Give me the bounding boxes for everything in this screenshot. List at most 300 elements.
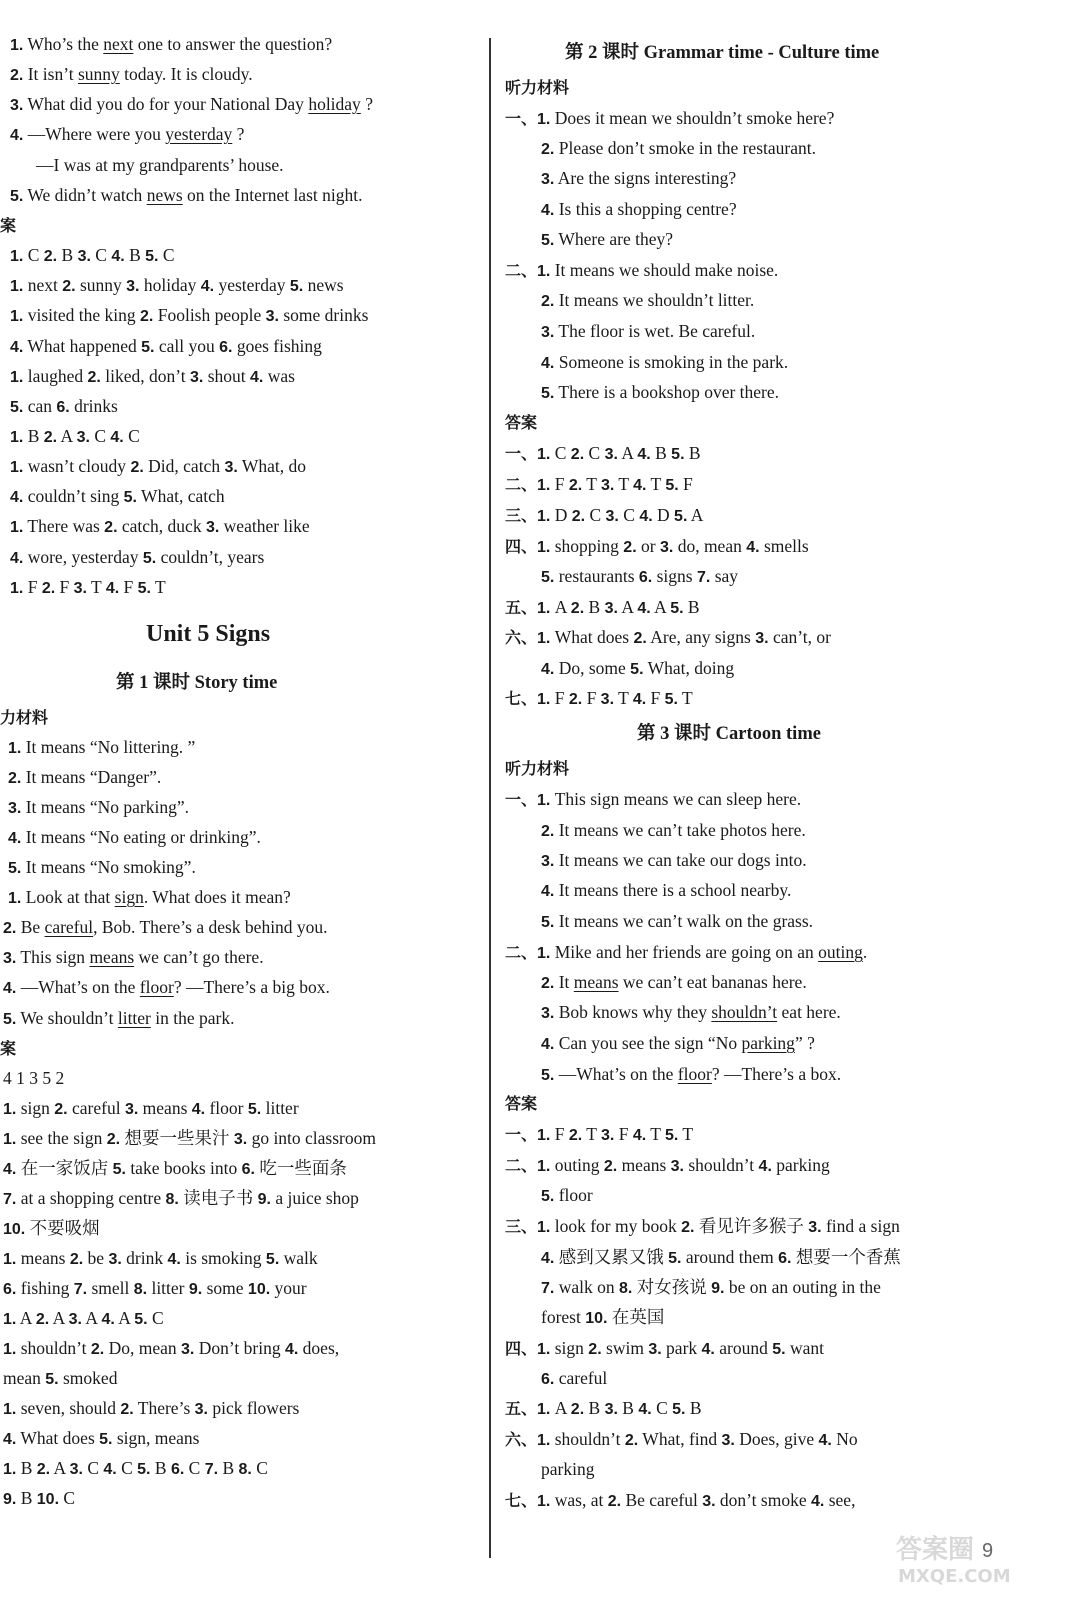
item-number: 五、1.: [505, 1401, 551, 1418]
item-number: 四、1.: [505, 539, 551, 556]
item-number: 5.: [664, 691, 678, 708]
item-number: 4.: [101, 1311, 115, 1328]
line-text: A: [16, 1308, 36, 1328]
item-number: 4.: [632, 1127, 647, 1144]
line-text: restaurants: [554, 566, 639, 586]
line-text: Did, catch: [143, 456, 225, 476]
item-number: 4.: [701, 1341, 715, 1358]
line-text: What, doing: [643, 658, 735, 678]
item-number: 5.: [123, 489, 137, 506]
item-number: 4.: [103, 1461, 117, 1478]
line-text: B: [617, 1398, 639, 1418]
text-line: [505, 939, 867, 965]
text-line: [505, 1152, 830, 1178]
line-text: park: [661, 1338, 702, 1358]
text-line: [3, 944, 264, 970]
line-text: What, find: [638, 1429, 722, 1449]
item-number: 七、1.: [505, 691, 551, 708]
line-text: look for my book: [550, 1216, 682, 1236]
item-number: 4.: [541, 661, 555, 678]
line-text: visited the king: [23, 305, 140, 325]
line-text: B: [685, 1398, 702, 1418]
text-line: [36, 152, 284, 178]
item-number: 2.: [568, 691, 583, 708]
item-number: 2.: [8, 770, 22, 787]
line-text: litter: [261, 1098, 299, 1118]
line-text: C: [550, 443, 571, 463]
line-text: It isn’t: [23, 64, 78, 84]
item-number: 4.: [639, 508, 653, 525]
line-text: F: [678, 474, 693, 494]
line-text: Mike and her friends are going on an: [550, 942, 819, 962]
item-number: 2.: [140, 308, 154, 325]
line-text: A: [617, 443, 638, 463]
line-text: floor: [677, 1064, 712, 1084]
item-number: 5.: [541, 1067, 555, 1084]
line-text: careful: [554, 1368, 608, 1388]
item-number: 三、1.: [505, 1219, 551, 1236]
item-number: 3.: [604, 1401, 618, 1418]
item-number: 六、1.: [505, 630, 551, 647]
item-number: 7.: [696, 569, 711, 586]
text-line: [10, 61, 253, 87]
line-text: means: [573, 972, 619, 992]
line-text: some: [202, 1278, 248, 1298]
item-number: 5.: [10, 188, 24, 205]
line-text: What, do: [237, 456, 307, 476]
line-text: holiday: [308, 94, 361, 114]
line-text: It means there is a school nearby.: [554, 880, 792, 900]
item-number: 2.: [624, 1432, 639, 1449]
item-number: 三、1.: [505, 508, 551, 525]
text-line: [541, 908, 813, 934]
item-number: 5.: [541, 385, 555, 402]
hd-line: [505, 410, 537, 436]
line-text: C: [89, 426, 111, 446]
item-number: 8.: [165, 1191, 179, 1208]
item-number: 2.: [43, 248, 58, 265]
watermark-text: MXQE.COM: [898, 1566, 1011, 1587]
text-line: [3, 1095, 299, 1121]
watermark-stamp-icon: [886, 1530, 1046, 1590]
text-line: [505, 1426, 858, 1452]
line-text: We didn’t watch: [23, 185, 147, 205]
item-number: 5.: [665, 477, 679, 494]
item-number: 4.: [111, 248, 125, 265]
item-number: 一、1.: [505, 446, 551, 463]
line-text: 感到又累又饿: [554, 1247, 669, 1267]
item-number: 5.: [247, 1101, 262, 1118]
text-line: [10, 31, 332, 57]
item-number: 4.: [818, 1432, 832, 1449]
text-line: [3, 1065, 64, 1091]
item-number: 3.: [77, 248, 91, 265]
item-number: 3.: [205, 519, 220, 536]
item-number: 1.: [3, 1101, 17, 1118]
line-text: T: [150, 577, 166, 597]
text-line: [505, 594, 700, 620]
item-number: 3.: [3, 950, 17, 967]
item-number: 5.: [541, 914, 555, 931]
item-number: 4.: [167, 1251, 181, 1268]
item-number: 6.: [170, 1461, 185, 1478]
line-text: do, mean: [673, 536, 747, 556]
line-text: C: [90, 245, 112, 265]
line-text: T: [678, 1124, 694, 1144]
line-text: F: [119, 577, 138, 597]
text-line: [10, 272, 344, 298]
item-number: 10.: [36, 1491, 60, 1508]
line-text: sunny: [75, 275, 127, 295]
line-text: A: [50, 1458, 70, 1478]
text-line: [3, 1485, 75, 1511]
line-text: B: [57, 245, 78, 265]
line-text: It means we can take our dogs into.: [554, 850, 807, 870]
item-number: 2.: [681, 1219, 695, 1236]
line-text: or: [636, 536, 660, 556]
line-text: floor: [205, 1098, 248, 1118]
text-line: [505, 440, 701, 466]
line-text: F: [23, 577, 42, 597]
item-number: 2.: [106, 1131, 121, 1148]
item-number: 4.: [541, 1250, 555, 1267]
text-line: [3, 1335, 339, 1361]
item-number: 10.: [585, 1310, 608, 1327]
item-number: 3.: [108, 1251, 122, 1268]
item-number: 5.: [112, 1161, 126, 1178]
item-number: 3.: [808, 1219, 822, 1236]
line-text: outing: [550, 1155, 604, 1175]
text-line: [505, 685, 693, 711]
text-line: [3, 1245, 318, 1271]
big-line: [146, 617, 270, 651]
line-text: call you: [154, 336, 220, 356]
item-number: 1.: [10, 519, 24, 536]
item-number: 3.: [541, 1005, 555, 1022]
text-line: [10, 302, 368, 328]
item-number: 5.: [289, 278, 304, 295]
line-text: liked, don’t: [100, 366, 190, 386]
item-number: 3.: [189, 369, 204, 386]
text-line: [10, 393, 118, 419]
text-line: [505, 1335, 824, 1361]
line-text: careful: [44, 917, 94, 937]
line-text: means: [138, 1098, 192, 1118]
item-number: 4.: [3, 980, 17, 997]
item-number: 10.: [3, 1221, 26, 1238]
item-number: 3.: [69, 1461, 83, 1478]
item-number: 2.: [603, 1158, 618, 1175]
item-number: 6.: [219, 339, 233, 356]
text-line: [541, 563, 738, 589]
item-number: 4.: [746, 539, 760, 556]
item-number: 3.: [541, 324, 555, 341]
line-text: C: [23, 245, 44, 265]
line-text: swim: [601, 1338, 649, 1358]
item-number: 5.: [141, 339, 155, 356]
item-number: 1.: [10, 37, 24, 54]
item-number: 2.: [120, 1401, 134, 1418]
line-text: means: [16, 1248, 70, 1268]
item-number: 5.: [541, 1188, 555, 1205]
line-text: careful: [67, 1098, 125, 1118]
line-text: —What’s on the: [16, 977, 140, 997]
item-number: 2.: [570, 600, 585, 617]
line-text: floor: [139, 977, 174, 997]
item-number: 1.: [10, 308, 24, 325]
text-line: [8, 884, 291, 910]
line-text: smoked: [58, 1368, 118, 1388]
line-text: . What does it mean?: [143, 887, 291, 907]
item-number: 5.: [134, 1311, 148, 1328]
item-number: 5.: [541, 569, 555, 586]
line-text: 答案: [505, 1094, 538, 1113]
item-number: 二、1.: [505, 1158, 551, 1175]
line-text: means: [89, 947, 135, 967]
line-text: sign: [114, 887, 144, 907]
item-number: 四、1.: [505, 1341, 551, 1358]
line-text: litter: [147, 1278, 189, 1298]
line-text: sign, means: [112, 1428, 200, 1448]
item-number: 5.: [674, 508, 688, 525]
text-line: [541, 196, 737, 222]
item-number: 4.: [3, 1431, 17, 1448]
item-number: 1.: [3, 1251, 17, 1268]
text-line: [8, 734, 195, 760]
line-text: holiday: [139, 275, 201, 295]
line-text: Bob knows why they: [554, 1002, 712, 1022]
line-text: There is a bookshop over there.: [554, 382, 780, 402]
item-number: 3.: [233, 1131, 248, 1148]
line-text: 吃一些面条: [254, 1158, 347, 1178]
text-line: [3, 1005, 234, 1031]
item-number: 5.: [671, 446, 685, 463]
line-text: some drinks: [278, 305, 369, 325]
line-text: smell: [87, 1278, 134, 1298]
item-number: 4.: [110, 429, 124, 446]
text-line: [541, 1182, 593, 1208]
line-text: It means “No smoking”.: [21, 857, 196, 877]
text-line: [3, 1125, 376, 1151]
text-line: [8, 824, 261, 850]
item-number: 5.: [630, 661, 644, 678]
line-text: 第 2 课时 Grammar time - Culture time: [565, 43, 880, 63]
line-text: 听力材料: [505, 78, 570, 97]
line-text: was: [263, 366, 295, 386]
line-text: C: [123, 426, 140, 446]
item-number: 1.: [3, 1131, 17, 1148]
item-number: 5.: [670, 600, 684, 617]
text-line: [3, 1365, 117, 1391]
item-number: 5.: [668, 1250, 682, 1267]
line-text: C: [618, 505, 640, 525]
line-text: 想要一个香蕉: [791, 1247, 901, 1267]
text-line: [10, 333, 322, 359]
line-text: T: [646, 1124, 665, 1144]
line-text: can: [23, 396, 57, 416]
text-line: [541, 1274, 881, 1300]
text-line: [3, 1155, 347, 1181]
line-text: goes fishing: [232, 336, 322, 356]
line-text: B: [218, 1458, 239, 1478]
line-text: outing: [818, 942, 863, 962]
line-text: a juice shop: [270, 1188, 359, 1208]
item-number: 4.: [10, 489, 24, 506]
item-number: 1.: [8, 890, 22, 907]
line-text: shouldn’t: [711, 1002, 778, 1022]
item-number: 2.: [633, 630, 647, 647]
item-number: 3.: [648, 1341, 662, 1358]
line-text: wore, yesterday: [23, 547, 143, 567]
line-text: litter: [117, 1008, 151, 1028]
item-number: 4.: [3, 1161, 17, 1178]
text-line: [541, 379, 779, 405]
item-number: 3.: [8, 800, 22, 817]
item-number: 4.: [200, 278, 215, 295]
line-text: What did you do for your National Day: [23, 94, 309, 114]
item-number: 10.: [247, 1281, 271, 1298]
line-text: What happened: [23, 336, 142, 356]
item-number: 6.: [778, 1250, 792, 1267]
item-number: 2.: [623, 539, 637, 556]
line-text: F: [582, 688, 601, 708]
line-text: parking: [771, 1155, 830, 1175]
line-text: couldn’t sing: [23, 486, 124, 506]
text-line: [541, 318, 755, 344]
text-line: [541, 655, 734, 681]
line-text: around them: [681, 1247, 779, 1267]
line-text: walk: [279, 1248, 318, 1268]
line-text: 在英国: [607, 1307, 665, 1327]
line-text: T: [87, 577, 106, 597]
line-text: It means we shouldn’t litter.: [554, 290, 755, 310]
line-text: Does it mean we shouldn’t smoke here?: [550, 108, 835, 128]
line-text: ? —There’s a box.: [711, 1064, 842, 1084]
text-line: [541, 165, 736, 191]
line-text: Be careful: [621, 1490, 703, 1510]
item-number: 3.: [541, 171, 555, 188]
item-number: 3.: [604, 446, 618, 463]
line-text: There was: [23, 516, 105, 536]
item-number: 3.: [68, 1311, 82, 1328]
line-text: This sign means we can sleep here.: [550, 789, 802, 809]
line-text: Where are they?: [554, 229, 674, 249]
item-number: 4.: [633, 477, 647, 494]
line-text: Please don’t smoke in the restaurant.: [554, 138, 816, 158]
line-text: next: [103, 34, 134, 54]
line-text: ? —There’s a big box.: [173, 977, 330, 997]
hd-line: [0, 705, 48, 731]
text-line: [541, 817, 806, 843]
line-text: Don’t bring: [194, 1338, 285, 1358]
item-number: 2.: [36, 1461, 51, 1478]
item-number: 7.: [3, 1191, 17, 1208]
line-text: .: [862, 942, 868, 962]
item-number: 3.: [265, 308, 279, 325]
line-text: What does: [16, 1428, 100, 1448]
line-text: F: [550, 1124, 569, 1144]
text-line: [10, 363, 295, 389]
item-number: 5.: [541, 232, 555, 249]
item-number: 5.: [664, 1127, 679, 1144]
watermark-logo: [886, 1530, 1046, 1590]
item-number: 1.: [10, 248, 24, 265]
line-text: seven, should: [16, 1398, 121, 1418]
item-number: 4.: [638, 1401, 652, 1418]
line-text: in the park.: [150, 1008, 235, 1028]
item-number: 1.: [10, 580, 24, 597]
line-text: news: [303, 275, 344, 295]
line-text: 在一家饭店: [16, 1158, 113, 1178]
line-text: ?: [232, 124, 245, 144]
line-text: can’t, or: [768, 627, 831, 647]
line-text: Someone is smoking in the park.: [554, 352, 789, 372]
item-number: 2.: [588, 1341, 602, 1358]
item-number: 2.: [541, 141, 555, 158]
line-text: couldn’t, years: [156, 547, 265, 567]
text-line: [3, 1305, 164, 1331]
line-text: shout: [203, 366, 250, 386]
line-text: 不要吸烟: [25, 1218, 100, 1238]
item-number: 1.: [10, 278, 24, 295]
item-number: 5.: [3, 1011, 17, 1028]
line-text: Do, some: [554, 658, 631, 678]
item-number: 8.: [619, 1280, 633, 1297]
line-text: B: [683, 597, 700, 617]
line-text: 第 1 课时 Story time: [116, 673, 278, 693]
text-line: [8, 764, 161, 790]
text-line: [505, 1487, 855, 1513]
text-line: [505, 1395, 702, 1421]
line-text: It means “No littering. ”: [21, 737, 196, 757]
line-text: T: [614, 688, 633, 708]
line-text: B: [684, 443, 701, 463]
item-number: 6.: [638, 569, 653, 586]
line-text: don’t smoke: [715, 1490, 811, 1510]
text-line: [505, 471, 693, 497]
line-text: signs: [652, 566, 697, 586]
line-text: go into classroom: [247, 1128, 376, 1148]
item-number: 1.: [3, 1311, 17, 1328]
line-text: There’s: [133, 1398, 195, 1418]
line-text: C: [584, 443, 605, 463]
text-line: [3, 914, 328, 940]
line-text: A: [49, 1308, 69, 1328]
item-number: 1.: [8, 740, 22, 757]
line-text: walk on: [554, 1277, 619, 1297]
line-text: What does: [550, 627, 634, 647]
text-line: [10, 544, 264, 570]
line-text: What, catch: [137, 486, 225, 506]
line-text: T: [614, 474, 634, 494]
line-text: shouldn’t: [16, 1338, 91, 1358]
text-line: [0, 1035, 16, 1061]
item-number: 2.: [568, 1127, 583, 1144]
item-number: 4.: [10, 550, 24, 567]
item-number: 3.: [600, 691, 615, 708]
line-text: It means we can’t walk on the grass.: [554, 911, 814, 931]
item-number: 4.: [191, 1101, 206, 1118]
item-number: 2.: [54, 1101, 68, 1118]
text-line: [505, 257, 778, 283]
text-line: [541, 1365, 607, 1391]
line-text: C: [158, 245, 175, 265]
text-line: [541, 1304, 664, 1330]
item-number: 2.: [568, 477, 583, 494]
line-text: F: [646, 688, 665, 708]
line-text: It: [554, 972, 574, 992]
line-text: 对女孩说: [632, 1277, 712, 1297]
